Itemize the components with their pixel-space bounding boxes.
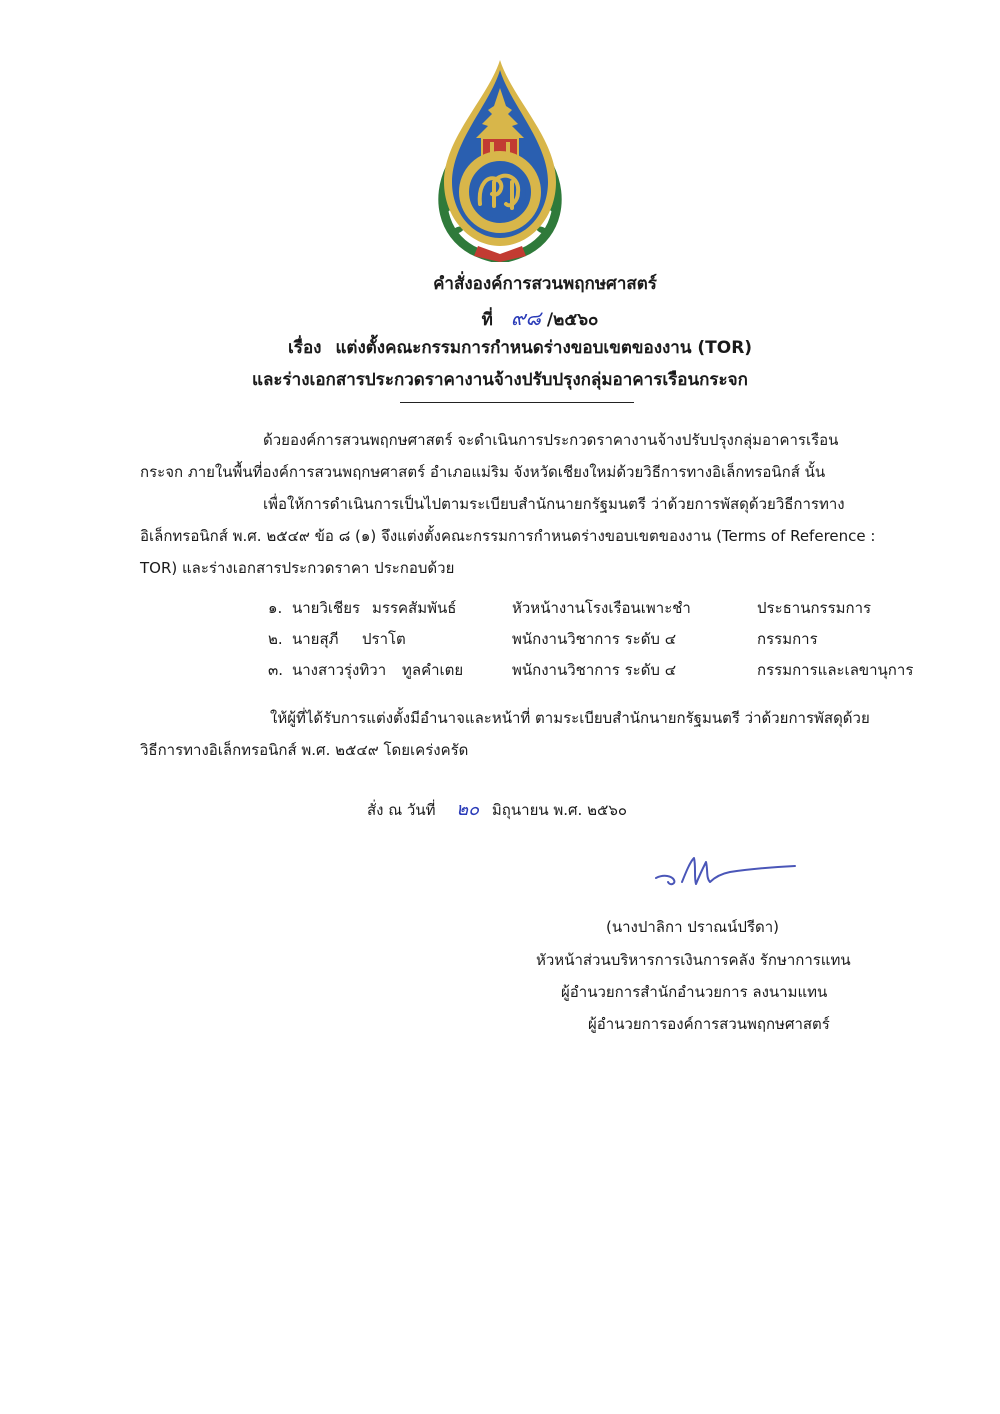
member-name: นายวิเชียร bbox=[292, 599, 361, 617]
para2-line3: TOR) และร่างเอกสารประกวดราคา ประกอบด้วย bbox=[140, 559, 455, 577]
para2-line1: เพื่อให้การดำเนินการเป็นไปตามระเบียบสำนักนายกรัฐมนตรี ว่าด้วยการพัสดุด้วยวิธีการทาง bbox=[263, 495, 845, 513]
member-num: ๒. bbox=[268, 630, 283, 648]
order-number-year: /๒๕๖๐ bbox=[546, 310, 599, 330]
member-role: ประธานกรรมการ bbox=[757, 599, 872, 617]
order-number-handwritten: ๙๘ bbox=[510, 306, 541, 330]
header-divider bbox=[400, 402, 634, 403]
member-surname: ปราโต bbox=[362, 630, 406, 648]
order-date-day: ๒๐ bbox=[456, 799, 480, 820]
member-name: นางสาวรุ่งทิวา bbox=[292, 661, 387, 679]
signer-name: (นางปาลิกา ปราณน์ปรีดา) bbox=[606, 918, 780, 936]
member-surname: มรรคสัมพันธ์ bbox=[372, 599, 457, 617]
order-date bbox=[367, 800, 627, 820]
member-role: กรรมการและเลขานุการ bbox=[757, 661, 914, 679]
para2-line2: อิเล็กทรอนิกส์ พ.ศ. ๒๕๔๙ ข้อ ๘ (๑) จึงแต่งตั้งคณะกรรมการกำหนดร่างขอบเขตของงาน (Terms of Reference : bbox=[140, 527, 876, 545]
para3-line2: วิธีการทางอิเล็กทรอนิกส์ พ.ศ. ๒๕๔๙ โดยเคร่งครัด bbox=[140, 741, 469, 759]
emblem-icon bbox=[432, 58, 568, 262]
member-surname: ทูลคำเตย bbox=[402, 661, 464, 679]
member-num: ๑. bbox=[268, 599, 283, 617]
order-date-rest: มิถุนายน พ.ศ. ๒๕๖๐ bbox=[491, 801, 628, 819]
subject-label: เรื่อง bbox=[288, 338, 322, 358]
order-number-prefix: ที่ bbox=[481, 310, 493, 330]
member-name: นายสุภี bbox=[292, 630, 339, 648]
member-position: พนักงานวิชาการ ระดับ ๔ bbox=[512, 661, 677, 679]
member-num: ๓. bbox=[268, 661, 284, 679]
signer-title-1: หัวหน้าส่วนบริหารการเงินการคลัง รักษาการแทน bbox=[536, 951, 851, 969]
member-position: พนักงานวิชาการ ระดับ ๔ bbox=[512, 630, 677, 648]
signer-title-3: ผู้อำนวยการองค์การสวนพฤกษศาสตร์ bbox=[588, 1015, 830, 1033]
subject-line-2: และร่างเอกสารประกวดราคางานจ้างปรับปรุงกลุ่มอาคารเรือนกระจก bbox=[252, 370, 748, 390]
order-number bbox=[0, 302, 1000, 334]
para1-line2: กระจก ภายในพื้นที่องค์การสวนพฤกษศาสตร์ อำเภอแม่ริม จังหวัดเชียงใหม่ด้วยวิธีการทางอิเล็กทรอนิกส์ นั้น bbox=[140, 463, 826, 481]
member-role: กรรมการ bbox=[757, 630, 818, 648]
subject-text-1: แต่งตั้งคณะกรรมการกำหนดร่างขอบเขตของงาน (TOR) bbox=[335, 338, 753, 358]
subject-line-1 bbox=[288, 334, 752, 361]
member-position: หัวหน้างานโรงเรือนเพาะชำ bbox=[512, 599, 691, 617]
order-title: คำสั่งองค์การสวนพฤกษศาสตร์ bbox=[433, 274, 657, 294]
para1-line1: ด้วยองค์การสวนพฤกษศาสตร์ จะดำเนินการประกวดราคางานจ้างปรับปรุงกลุ่มอาคารเรือน bbox=[263, 431, 839, 449]
signer-title-2: ผู้อำนวยการสำนักอำนวยการ ลงนามแทน bbox=[561, 983, 828, 1001]
order-date-prefix: สั่ง ณ วันที่ bbox=[367, 801, 436, 819]
signature-icon bbox=[650, 852, 800, 892]
para3-line1: ให้ผู้ที่ได้รับการแต่งตั้งมีอำนาจและหน้าที่ ตามระเบียบสำนักนายกรัฐมนตรี ว่าด้วยการพัสดุด้วย bbox=[270, 709, 870, 727]
